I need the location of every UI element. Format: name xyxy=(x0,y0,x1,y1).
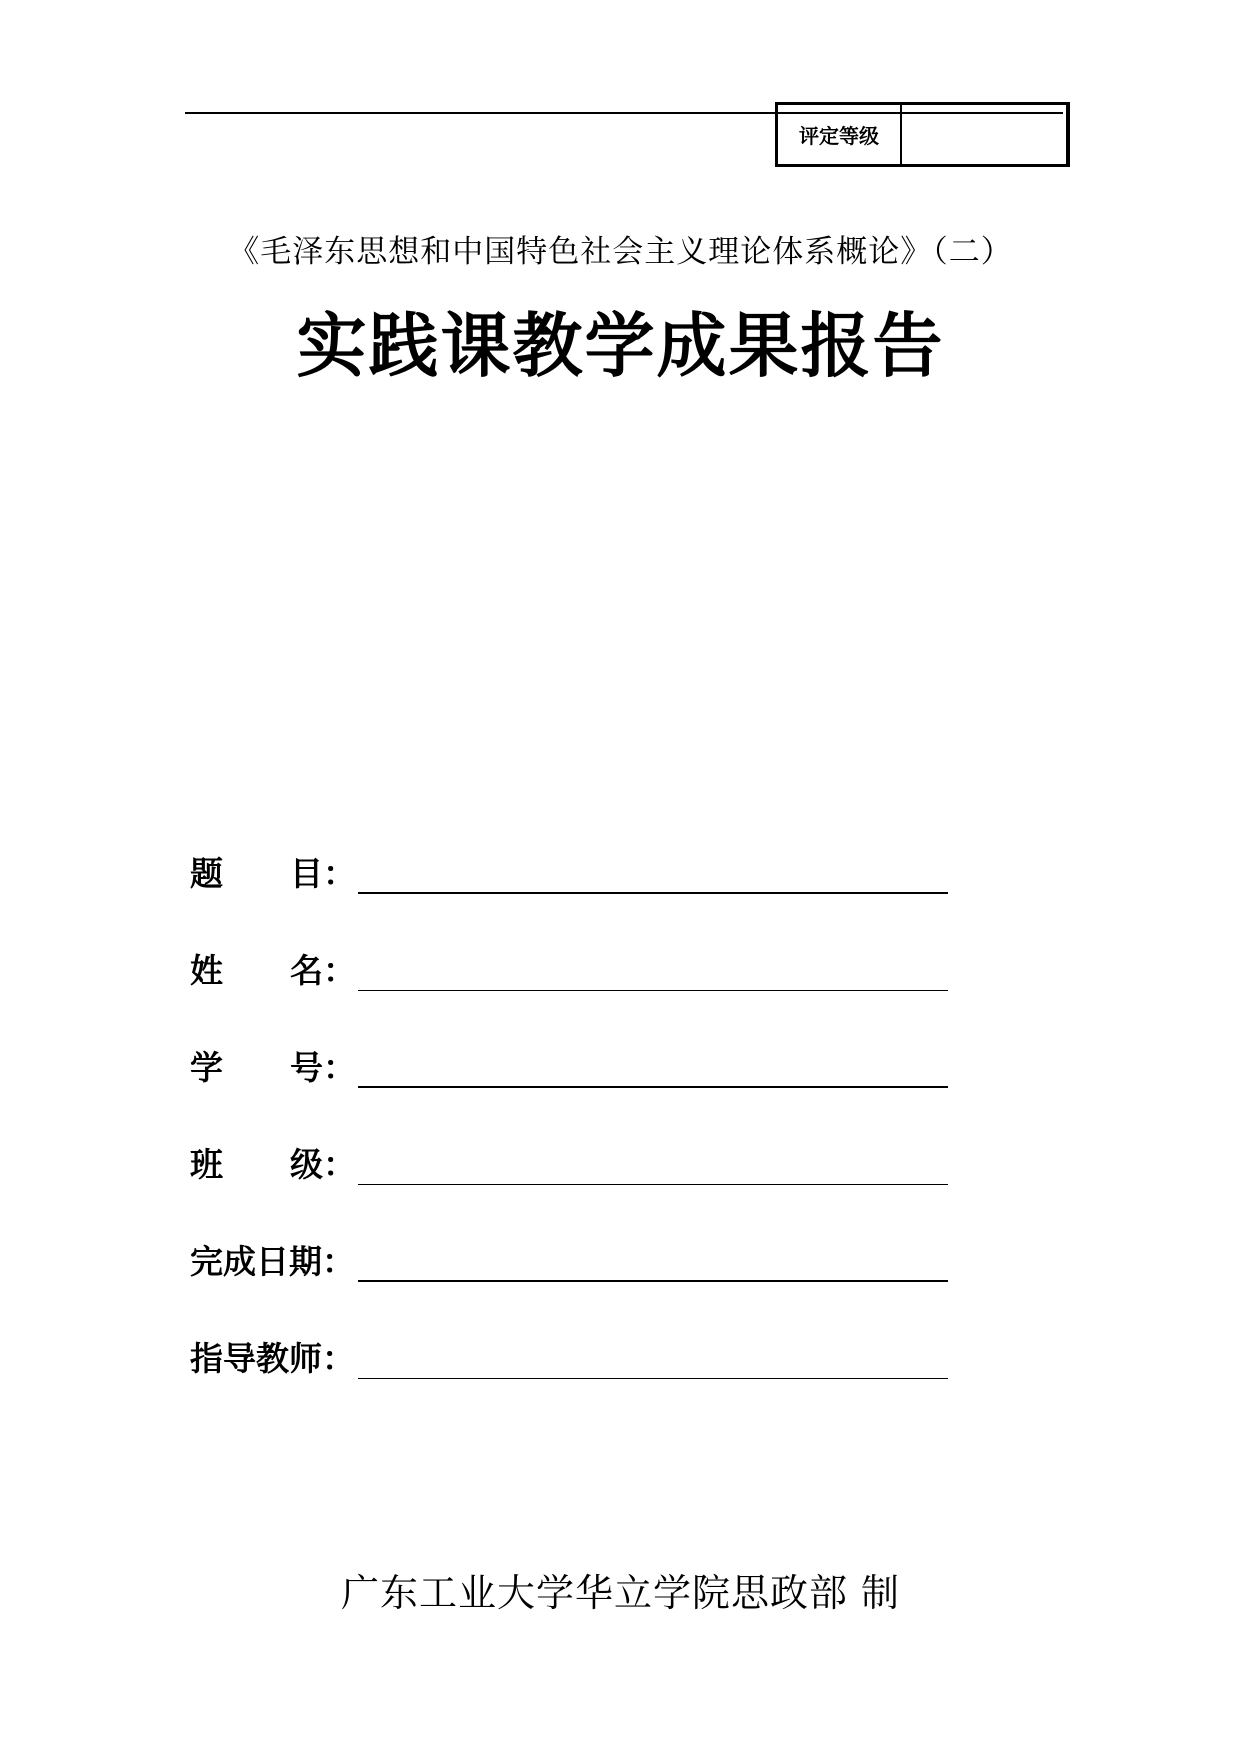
completion-date-field[interactable] xyxy=(358,1280,948,1282)
student-id-field[interactable] xyxy=(358,1086,948,1088)
class-field[interactable] xyxy=(358,1184,948,1185)
form-row-completion-date: 完成日期： xyxy=(190,1242,950,1282)
advisor-field[interactable] xyxy=(358,1378,948,1379)
form-row-class: 班 级： xyxy=(190,1145,950,1185)
form-row-student-id: 学 号： xyxy=(190,1048,950,1088)
topic-field[interactable] xyxy=(358,892,948,894)
report-title: 实践课教学成果报告 xyxy=(296,305,945,387)
form-row-advisor: 指导教师： xyxy=(190,1339,950,1379)
form-row-name: 姓 名： xyxy=(190,951,950,991)
name-field[interactable] xyxy=(358,990,948,991)
form-row-topic: 题 目： xyxy=(190,854,950,894)
grade-table xyxy=(775,102,1070,167)
grade-value-field[interactable] xyxy=(902,105,1066,164)
footer-institution: 广东工业大学华立学院思政部 制 xyxy=(340,1571,901,1615)
grade-label: 评定等级 xyxy=(778,105,902,164)
course-name: 《毛泽东思想和中国特色社会主义理论体系概论》（二） xyxy=(228,234,1013,270)
